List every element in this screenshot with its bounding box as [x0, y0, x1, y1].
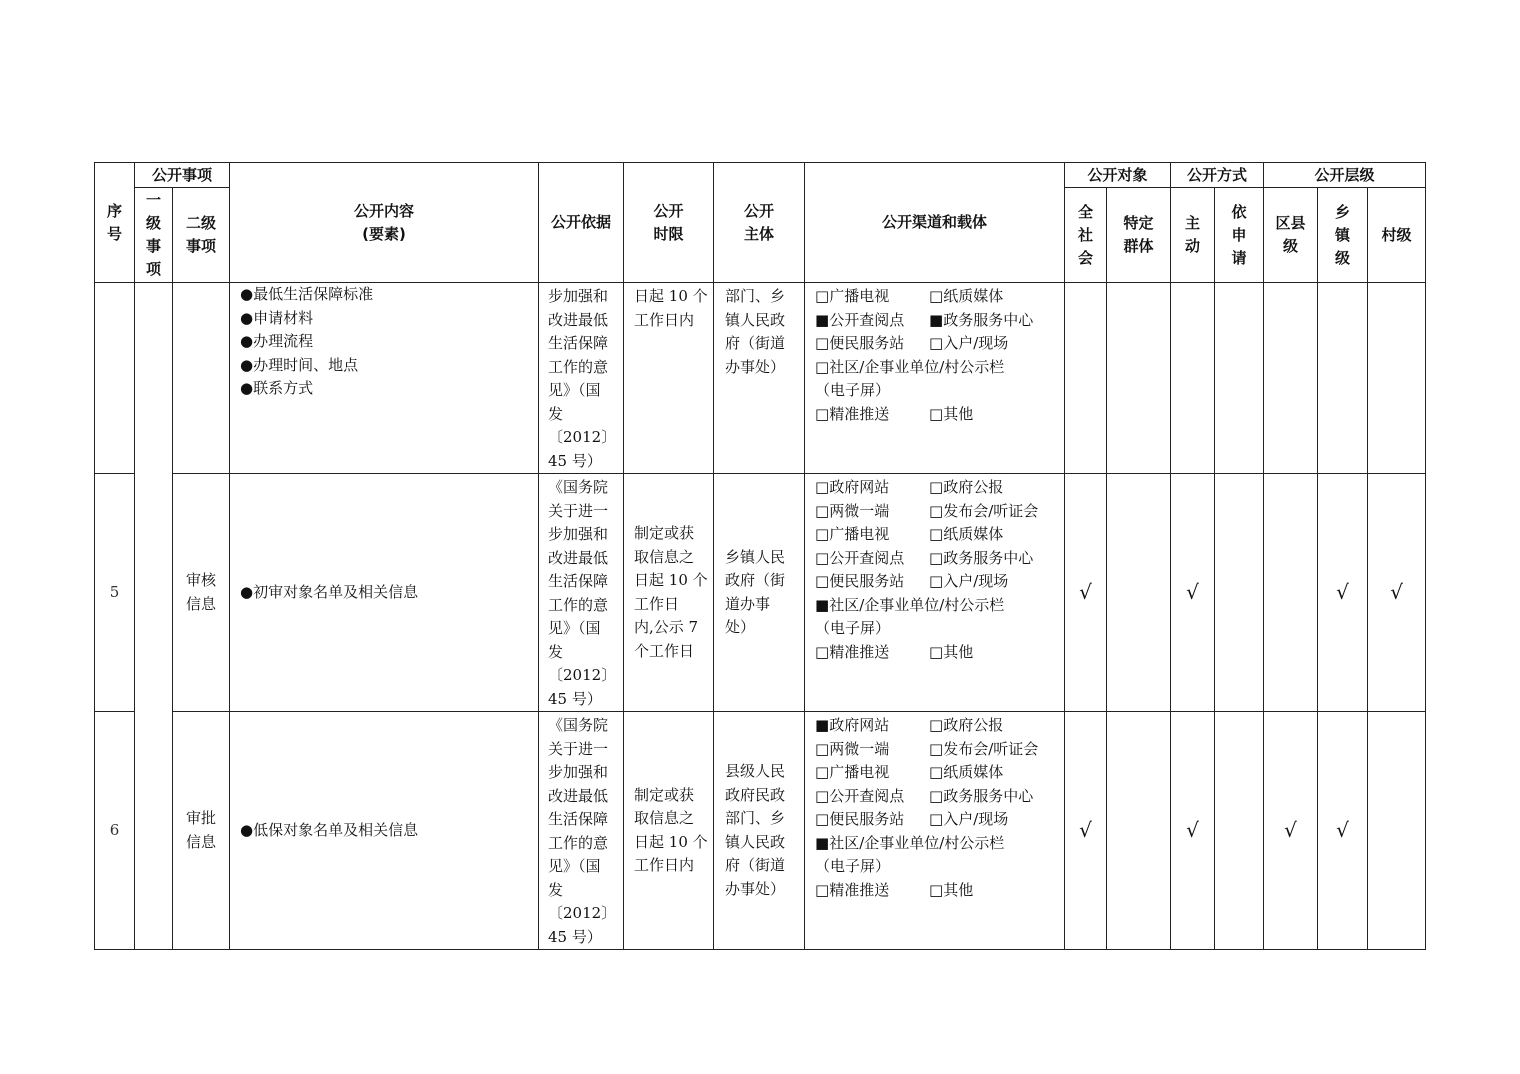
- channel-option: □政务服务中心: [929, 786, 1034, 805]
- header-level2-text: 二级事项: [186, 214, 217, 255]
- content-item: ●办理流程: [240, 332, 314, 350]
- channel-option: □入户/现场: [929, 334, 1009, 352]
- disclosure-table: [94, 162, 1426, 950]
- check-level-village: √: [1368, 474, 1426, 712]
- subject-cell: [714, 283, 805, 474]
- basis-line: 生活保障: [548, 334, 609, 352]
- channel-option: □便民服务站: [815, 810, 905, 828]
- channel-option: ■政府网站: [815, 716, 890, 734]
- basis-cell: [539, 283, 624, 474]
- basis-cell: [539, 712, 624, 950]
- check-mode-active: √: [1171, 712, 1215, 950]
- channel-option: （电子屏）: [815, 619, 891, 637]
- content-item: ●申请材料: [240, 308, 314, 327]
- channel-option: □精准推送: [815, 642, 890, 661]
- seq-cell: 5: [95, 474, 135, 712]
- subject-cell: [714, 712, 805, 950]
- header-target-group: 公开对象: [1065, 163, 1171, 188]
- check-mode-request: [1215, 283, 1264, 474]
- time-limit-line: 日起 10 个: [634, 832, 708, 851]
- channel-row: [815, 523, 1064, 547]
- check-mode-request: [1215, 712, 1264, 950]
- header-target-specific-line1: 特定: [1123, 214, 1154, 232]
- channel-option: □精准推送: [815, 880, 890, 899]
- channel-row: [815, 500, 1064, 524]
- basis-line: 45 号）: [548, 689, 602, 708]
- header-level2: [173, 188, 230, 283]
- basis-line: 45 号）: [548, 927, 602, 946]
- basis-line: 生活保障: [548, 810, 609, 828]
- channel-row: [815, 808, 1064, 832]
- channel-option: □公开查阅点: [815, 548, 905, 567]
- channel-row: [815, 855, 1064, 879]
- seq-cell: 6: [95, 712, 135, 950]
- channels-cell: [805, 474, 1065, 712]
- header-target-specific-line2: 群体: [1123, 237, 1154, 255]
- level1-cell: [135, 474, 173, 712]
- check-mode-active: [1171, 283, 1215, 474]
- subject-line: 政府民政: [725, 785, 786, 804]
- channel-option: □其他: [929, 880, 974, 899]
- table-body: [95, 283, 1426, 950]
- subject-line: 镇人民政: [725, 310, 786, 329]
- header-mode-request-text: 依申请: [1231, 202, 1247, 267]
- level2-line: 信息: [186, 832, 217, 851]
- table-header: [95, 163, 1426, 283]
- subject-line: 处）: [725, 618, 756, 636]
- channel-row: [815, 832, 1064, 856]
- check-target-all: √: [1065, 474, 1107, 712]
- channel-option: □入户/现场: [929, 572, 1009, 590]
- channel-option: □政府公报: [929, 716, 1004, 734]
- channel-row: [815, 761, 1064, 785]
- header-level-township-text: 乡镇级: [1335, 202, 1351, 267]
- channel-option: □两微一端: [815, 501, 890, 520]
- header-subject-line1: 公开: [744, 201, 775, 220]
- time-limit-line: 制定或获: [634, 785, 695, 804]
- channel-row: [815, 309, 1064, 333]
- table-row: [95, 712, 1426, 950]
- basis-line: 发〔2012〕: [548, 880, 617, 922]
- basis-line: 生活保障: [548, 572, 609, 590]
- content-item: ●办理时间、地点: [240, 355, 359, 374]
- level1-cell: [135, 283, 173, 474]
- header-basis: 公开依据: [539, 163, 624, 283]
- time-limit-line: 工作日内: [634, 856, 695, 874]
- channel-option: （电子屏）: [815, 381, 891, 399]
- channel-row: [815, 285, 1064, 309]
- channel-option: ■社区/企事业单位/村公示栏: [815, 833, 1005, 852]
- basis-line: 步加强和: [548, 525, 609, 543]
- subject-line: 政府（街: [725, 571, 786, 589]
- level2-line: 审核: [186, 571, 217, 589]
- header-target-all-text: 全社会: [1078, 202, 1094, 267]
- basis-line: 工作的意: [548, 833, 609, 852]
- time-limit-line: 工作日内: [634, 310, 695, 329]
- header-subject-line2: 主体: [744, 224, 775, 243]
- time-limit-line: 个工作日: [634, 641, 695, 660]
- subject-line: 镇人民政: [725, 832, 786, 851]
- check-mode-request: [1215, 474, 1264, 712]
- check-level-township: [1318, 283, 1368, 474]
- channel-option: □精准推送: [815, 404, 890, 423]
- header-time-limit-line2: 时限: [653, 224, 684, 243]
- basis-line: 步加强和: [548, 763, 609, 781]
- seq-cell: [95, 283, 135, 474]
- channel-option: □便民服务站: [815, 334, 905, 352]
- channel-option: □纸质媒体: [929, 287, 1004, 305]
- content-cell: [230, 283, 539, 474]
- content-cell: [230, 712, 539, 950]
- channel-option: □纸质媒体: [929, 763, 1004, 781]
- header-level-village: 村级: [1368, 188, 1426, 283]
- time-limit-line: 日起 10 个: [634, 571, 708, 589]
- level2-cell: [173, 283, 230, 474]
- channel-option: □两微一端: [815, 739, 890, 758]
- channel-row: [815, 570, 1064, 594]
- time-limit-line: 制定或获: [634, 524, 695, 542]
- time-limit-line: 日起 10 个: [634, 287, 708, 305]
- subject-line: 办事处）: [725, 879, 786, 898]
- table-row: [95, 474, 1426, 712]
- header-level-township: [1318, 188, 1368, 283]
- table-row: [95, 283, 1426, 474]
- channel-row: [815, 594, 1064, 618]
- header-level1: [135, 188, 173, 283]
- time-limit-line: 取信息之: [634, 809, 695, 827]
- header-mode-active: [1171, 188, 1215, 283]
- header-mode-request: [1215, 188, 1264, 283]
- channel-option: □其他: [929, 404, 974, 423]
- check-level-county: [1264, 283, 1318, 474]
- channel-option: □入户/现场: [929, 810, 1009, 828]
- check-target-specific: [1107, 712, 1171, 950]
- header-time-limit-line1: 公开: [653, 201, 684, 220]
- header-time-limit: [624, 163, 714, 283]
- channel-option: （电子屏）: [815, 857, 891, 875]
- channel-option: ■社区/企事业单位/村公示栏: [815, 595, 1005, 614]
- basis-line: 发〔2012〕: [548, 404, 617, 446]
- subject-line: 办事处）: [725, 357, 786, 376]
- basis-line: 关于进一: [548, 501, 609, 520]
- basis-line: 见》（国: [548, 857, 601, 875]
- basis-line: 工作的意: [548, 595, 609, 614]
- content-item: ●联系方式: [240, 379, 314, 397]
- header-seq: [95, 163, 135, 283]
- check-mode-active: √: [1171, 474, 1215, 712]
- channel-row: [815, 547, 1064, 571]
- check-level-village: [1368, 283, 1426, 474]
- channel-row: [815, 379, 1064, 403]
- header-level-county-line2: 级: [1283, 237, 1299, 255]
- channel-row: [815, 879, 1064, 903]
- header-level-county-line1: 区县: [1275, 214, 1306, 232]
- content-item: ●低保对象名单及相关信息: [240, 820, 419, 839]
- time-limit-line: 内,公示 7: [634, 618, 699, 636]
- header-level-group: 公开层级: [1264, 163, 1426, 188]
- basis-line: 工作的意: [548, 357, 609, 376]
- channel-row: [815, 738, 1064, 762]
- check-target-all: [1065, 283, 1107, 474]
- subject-line: 道办事: [725, 594, 771, 613]
- check-level-county: √: [1264, 712, 1318, 950]
- time-limit-cell: [624, 283, 714, 474]
- content-cell: [230, 474, 539, 712]
- basis-line: 45 号）: [548, 451, 602, 470]
- channel-option: □政务服务中心: [929, 548, 1034, 567]
- basis-line: 见》（国: [548, 381, 601, 399]
- channels-cell: [805, 283, 1065, 474]
- header-content: [230, 163, 539, 283]
- channel-option: □其他: [929, 642, 974, 661]
- channel-option: □社区/企事业单位/村公示栏: [815, 357, 1005, 376]
- channel-row: [815, 785, 1064, 809]
- level2-line: 审批: [186, 809, 217, 827]
- level1-cell: [135, 712, 173, 950]
- check-target-specific: [1107, 283, 1171, 474]
- channel-option: □公开查阅点: [815, 786, 905, 805]
- header-level1-text: 一级事项: [146, 191, 162, 278]
- channel-row: [815, 403, 1064, 427]
- channel-row: [815, 617, 1064, 641]
- header-channels: 公开渠道和载体: [805, 163, 1065, 283]
- subject-line: 府（街道: [725, 856, 786, 874]
- subject-line: 县级人民: [725, 762, 786, 780]
- time-limit-cell: [624, 712, 714, 950]
- basis-line: 改进最低: [548, 786, 609, 805]
- basis-line: 《国务院: [548, 716, 609, 734]
- channel-row: [815, 714, 1064, 738]
- channel-option: ■公开查阅点: [815, 310, 905, 329]
- channel-row: [815, 641, 1064, 665]
- check-level-county: [1264, 474, 1318, 712]
- subject-cell: [714, 474, 805, 712]
- channel-row: [815, 476, 1064, 500]
- header-content-line1: 公开内容: [354, 201, 415, 220]
- basis-line: 改进最低: [548, 310, 609, 329]
- header-target-all: [1065, 188, 1107, 283]
- time-limit-line: 取信息之: [634, 547, 695, 566]
- channel-option: □政府网站: [815, 478, 890, 496]
- subject-line: 府（街道: [725, 334, 786, 352]
- channel-option: ■政务服务中心: [929, 310, 1034, 329]
- channel-option: □纸质媒体: [929, 525, 1004, 543]
- content-item: ●最低生活保障标准: [240, 285, 374, 303]
- channel-option: □发布会/听证会: [929, 501, 1039, 520]
- subject-line: 乡镇人民: [725, 547, 786, 566]
- level2-cell: [173, 474, 230, 712]
- header-mode-active-text: 主动: [1185, 214, 1201, 255]
- check-target-specific: [1107, 474, 1171, 712]
- level2-line: 信息: [186, 594, 217, 613]
- header-mode-group: 公开方式: [1171, 163, 1264, 188]
- content-item: ●初审对象名单及相关信息: [240, 582, 419, 601]
- header-seq-text: 序号: [107, 201, 123, 243]
- check-level-township: √: [1318, 474, 1368, 712]
- basis-cell: [539, 474, 624, 712]
- basis-line: 改进最低: [548, 548, 609, 567]
- time-limit-cell: [624, 474, 714, 712]
- channel-row: [815, 332, 1064, 356]
- header-subject: [714, 163, 805, 283]
- check-level-township: √: [1318, 712, 1368, 950]
- level2-cell: [173, 712, 230, 950]
- channel-option: □广播电视: [815, 763, 890, 781]
- header-matter-group: 公开事项: [135, 163, 230, 188]
- channel-option: □广播电视: [815, 525, 890, 543]
- header-target-specific: [1107, 188, 1171, 283]
- check-target-all: √: [1065, 712, 1107, 950]
- check-level-village: [1368, 712, 1426, 950]
- channels-cell: [805, 712, 1065, 950]
- basis-line: 步加强和: [548, 287, 609, 305]
- channel-row: [815, 356, 1064, 380]
- channel-option: □广播电视: [815, 287, 890, 305]
- basis-line: 关于进一: [548, 739, 609, 758]
- basis-line: 《国务院: [548, 478, 609, 496]
- basis-line: 发〔2012〕: [548, 642, 617, 684]
- subject-line: 部门、乡: [725, 809, 786, 827]
- channel-option: □便民服务站: [815, 572, 905, 590]
- header-level-county: [1264, 188, 1318, 283]
- basis-line: 见》（国: [548, 619, 601, 637]
- header-content-line2: (要素): [362, 224, 406, 243]
- subject-line: 部门、乡: [725, 287, 786, 305]
- channel-option: □政府公报: [929, 478, 1004, 496]
- channel-option: □发布会/听证会: [929, 739, 1039, 758]
- time-limit-line: 工作日: [634, 594, 680, 613]
